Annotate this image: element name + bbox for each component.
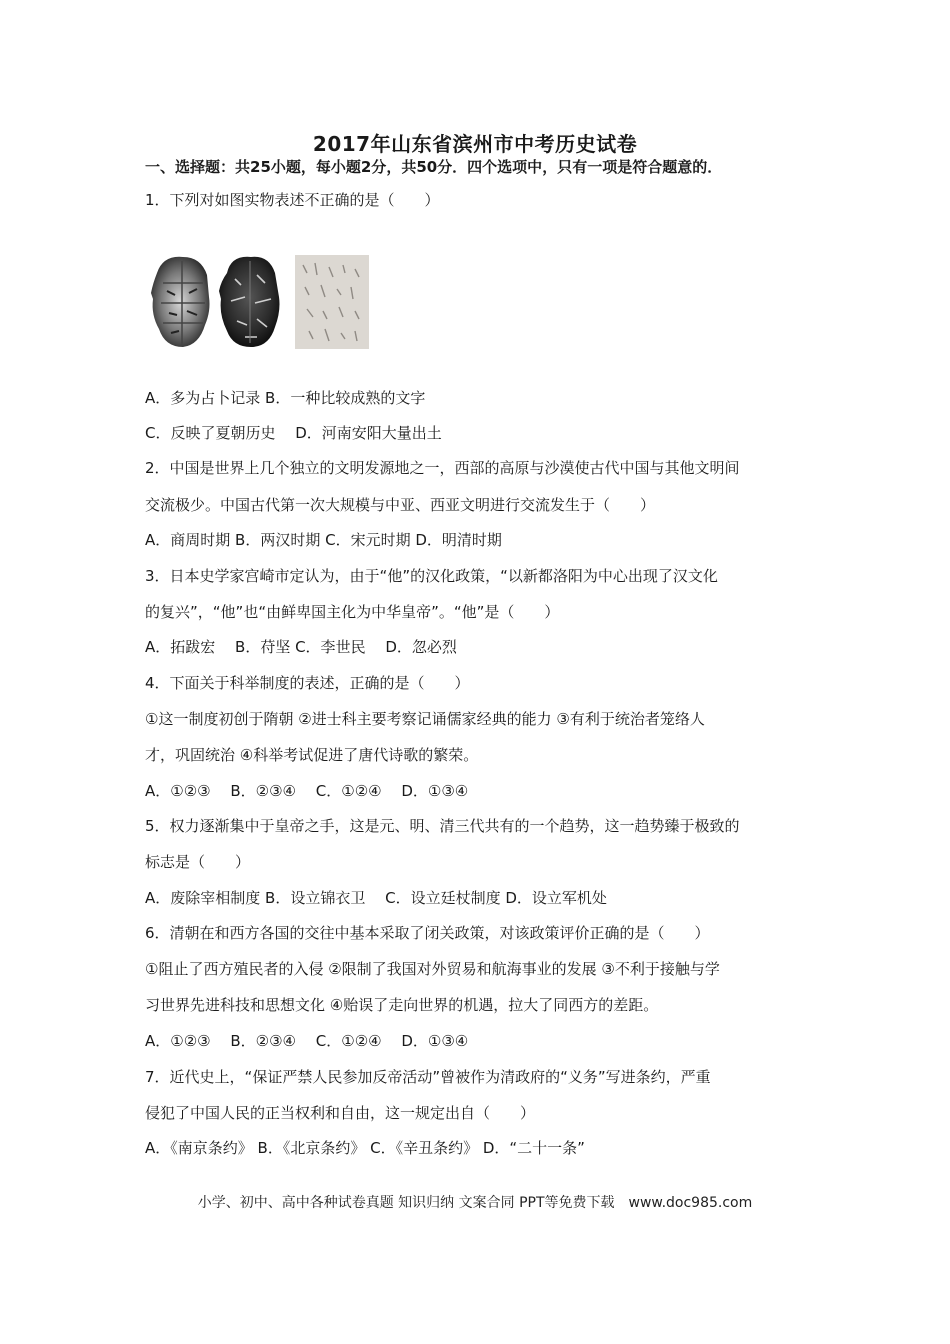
q5-options: A．废除宰相制度 B．设立锦衣卫 C．设立廷杖制度 D．设立军机处 (145, 889, 607, 907)
question-7-line-1: 7．近代史上，“保证严禁人民参加反帝活动”曾被作为清政府的“义务”写进条约，严重 (145, 1068, 711, 1086)
question-5-line-2: 标志是（ ） (145, 853, 251, 871)
q1-options-ab: A．多为占卜记录 B．一种比较成熟的文字 (145, 389, 426, 407)
q6-statements-line-1: ①阻止了西方殖民者的入侵 ②限制了我国对外贸易和航海事业的发展 ③不利于接触与学 (145, 960, 720, 978)
page-footer: 小学、初中、高中各种试卷真题 知识归纳 文案合同 PPT等免费下载 www.doc985.com (197, 1195, 753, 1211)
question-5-line-1: 5．权力逐渐集中于皇帝之手，这是元、明、清三代共有的一个趋势，这一趋势臻于极致的 (145, 817, 740, 835)
tortoise-shell-image-1 (151, 257, 210, 347)
q6-statements-line-2: 习世界先进科技和思想文化 ④贻误了走向世界的机遇，拉大了同西方的差距。 (145, 996, 659, 1014)
q3-options: A．拓跋宏 B．苻坚 C．李世民 D．忽必烈 (145, 638, 457, 656)
question-4: 4．下面关于科举制度的表述，正确的是（ ） (145, 674, 470, 692)
section-heading: 一、选择题：共25小题，每小题2分，共50分．四个选项中，只有一项是符合题意的． (145, 158, 723, 176)
question-2-line-2: 交流极少。中国古代第一次大规模与中亚、西亚文明进行交流发生于（ ） (145, 496, 656, 514)
page-title: 2017年山东省滨州市中考历史试卷 (312, 132, 638, 156)
q4-statements-line-2: 才，巩固统治 ④科举考试促进了唐代诗歌的繁荣。 (145, 746, 479, 764)
question-3-line-2: 的复兴”，“他”也“由鲜卑国主化为中华皇帝”。“他”是（ ） (145, 603, 560, 621)
oracle-bone-images (145, 253, 375, 351)
tortoise-shell-image-2 (219, 257, 280, 347)
rubbing-image (295, 255, 369, 349)
question-1: 1．下列对如图实物表述不正确的是（ ） (145, 191, 440, 209)
q6-options: A．①②③ B．②③④ C．①②④ D．①③④ (145, 1032, 469, 1050)
q2-options: A．商周时期 B．两汉时期 C．宋元时期 D．明清时期 (145, 531, 502, 549)
q4-statements-line-1: ①这一制度初创于隋朝 ②进士科主要考察记诵儒家经典的能力 ③有利于统治者笼络人 (145, 710, 705, 728)
q7-options: A．《南京条约》 B．《北京条约》 C．《辛丑条约》 D．“二十一条” (145, 1139, 585, 1157)
question-6: 6．清朝在和西方各国的交往中基本采取了闭关政策，对该政策评价正确的是（ ） (145, 924, 710, 942)
question-7-line-2: 侵犯了中国人民的正当权利和自由，这一规定出自（ ） (145, 1104, 536, 1122)
question-2-line-1: 2．中国是世界上几个独立的文明发源地之一，西部的高原与沙漠使古代中国与其他文明间 (145, 459, 740, 477)
q4-options: A．①②③ B．②③④ C．①②④ D．①③④ (145, 782, 469, 800)
question-3-line-1: 3．日本史学家宫崎市定认为，由于“他”的汉化政策，“以新都洛阳为中心出现了汉文化 (145, 567, 718, 585)
q1-options-cd: C．反映了夏朝历史 D．河南安阳大量出土 (145, 424, 442, 442)
